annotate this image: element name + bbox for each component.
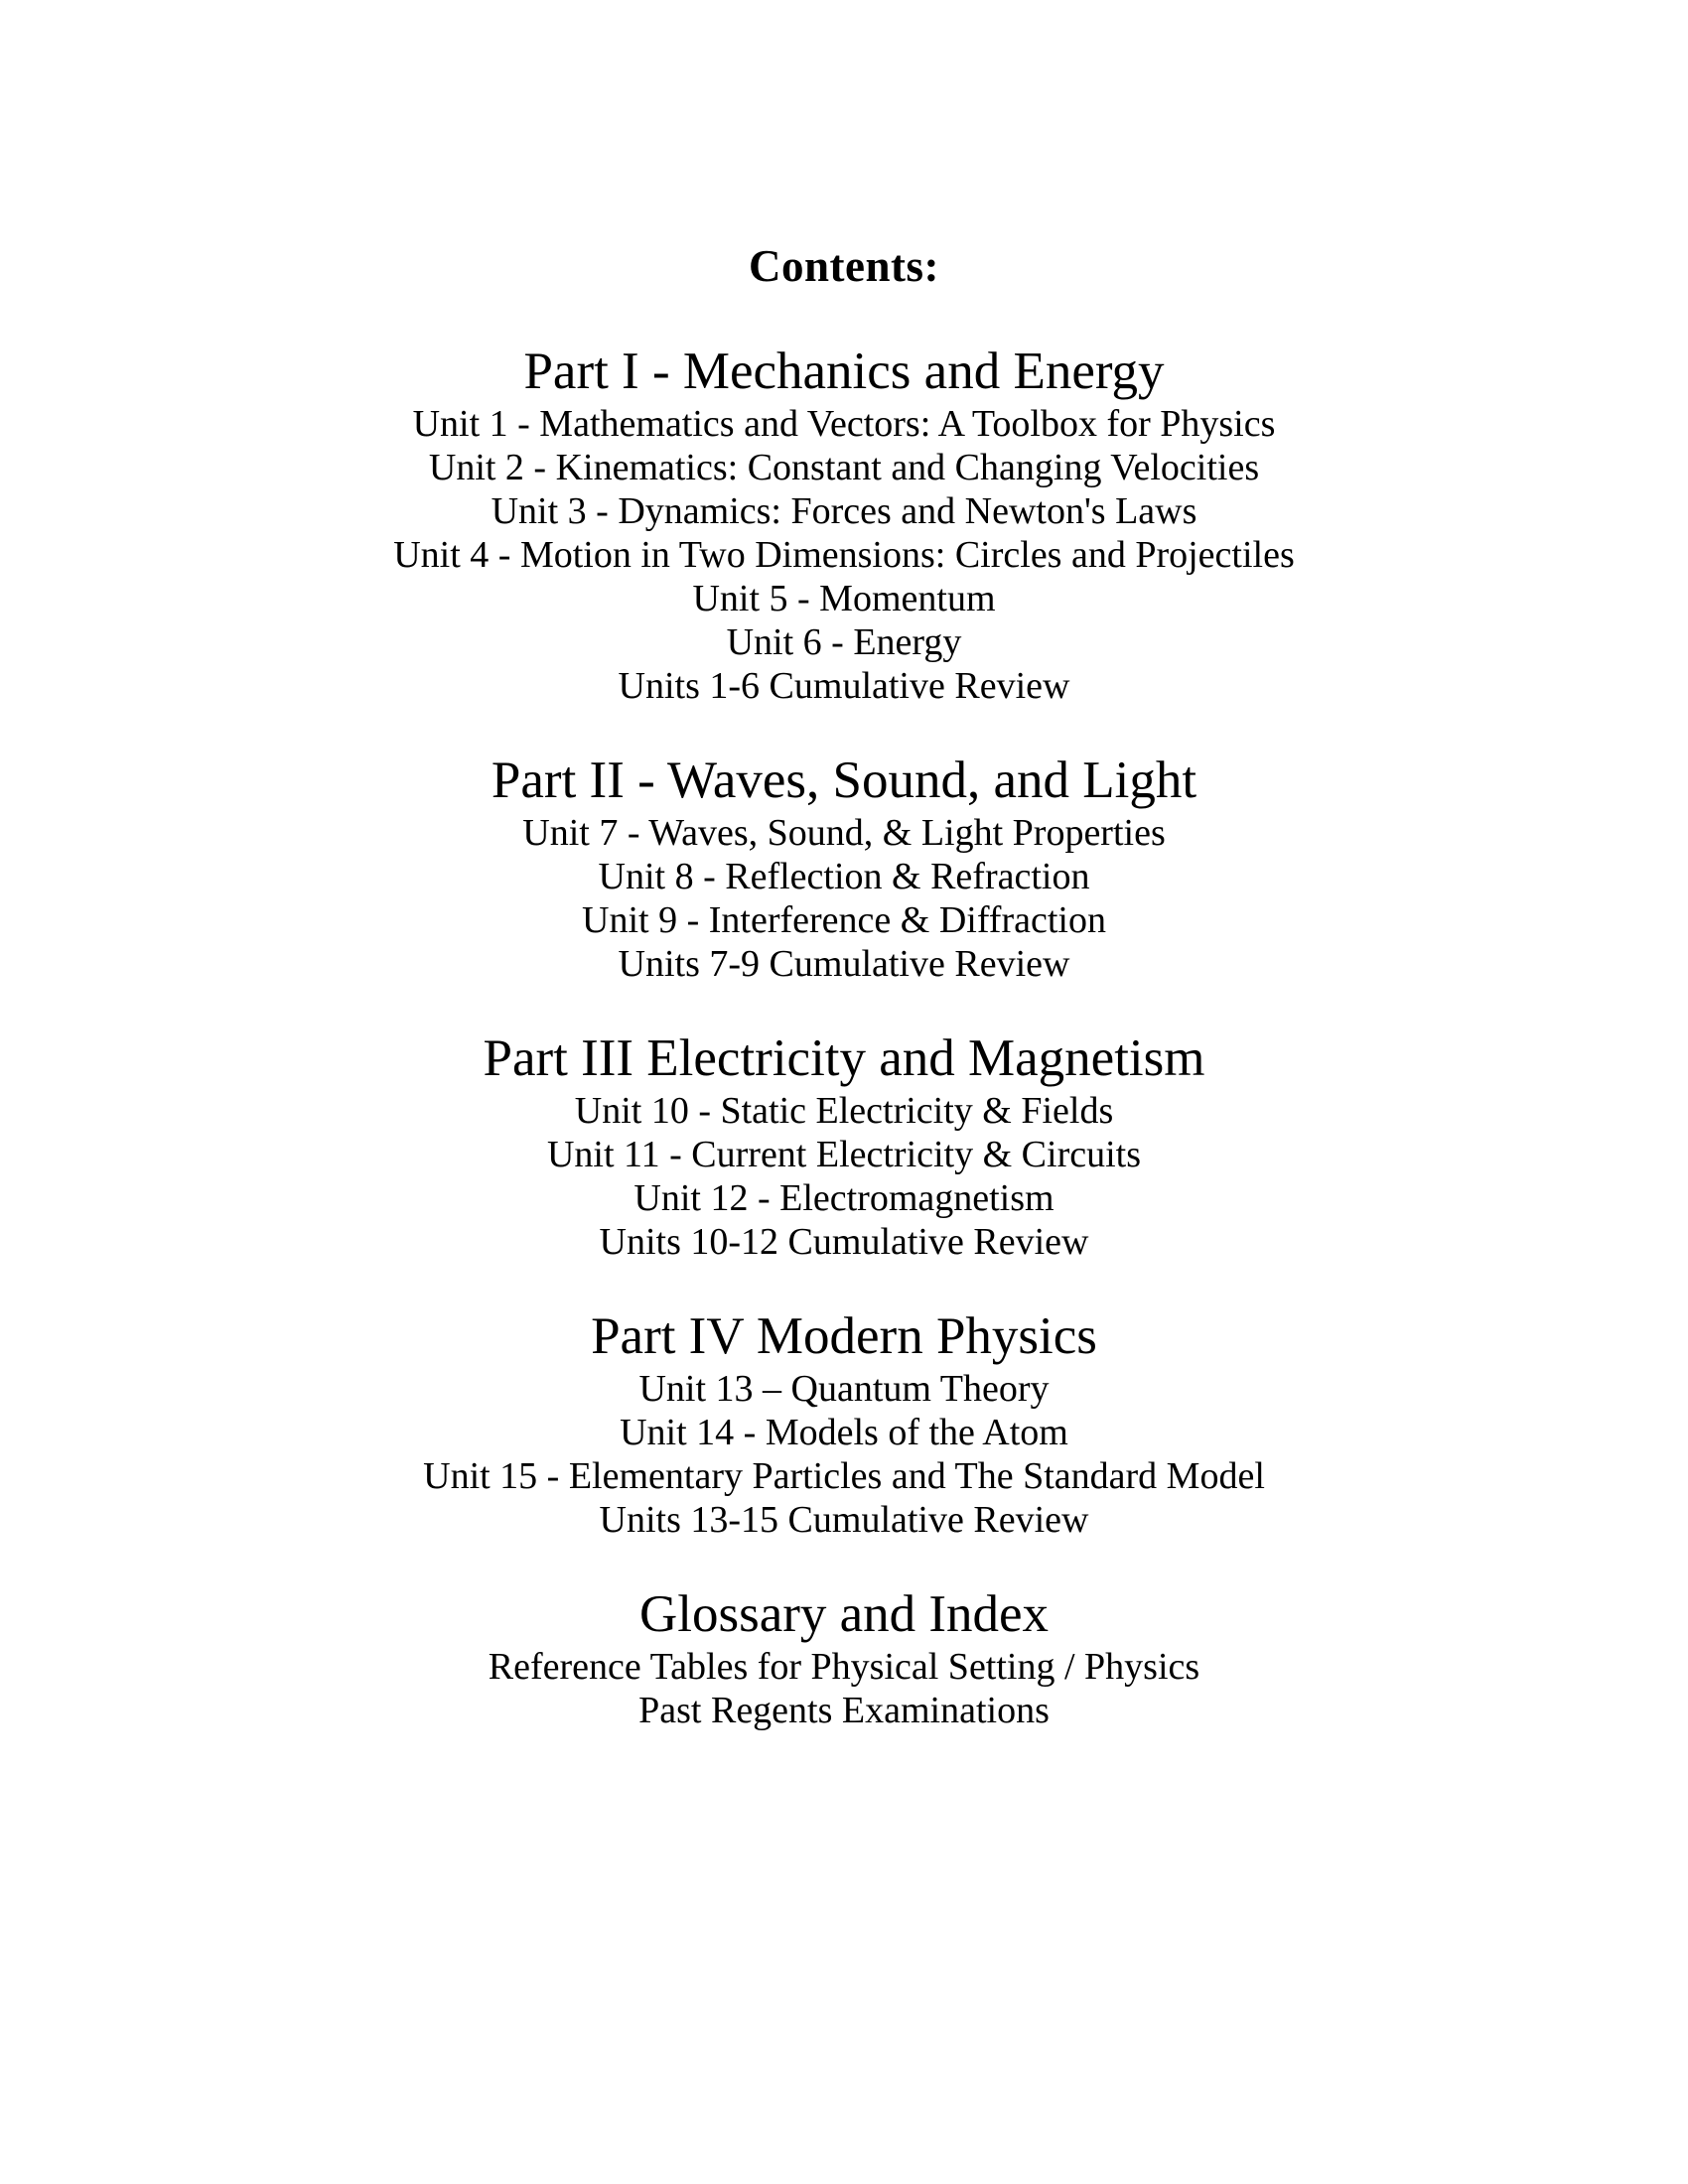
toc-entry: Units 13-15 Cumulative Review (599, 1499, 1089, 1541)
section-heading: Part III Electricity and Magnetism (483, 1029, 1205, 1087)
toc-entry: Unit 11 - Current Electricity & Circuits (546, 1134, 1142, 1175)
section-heading: Part I - Mechanics and Energy (523, 342, 1165, 400)
toc-section (0, 1584, 1688, 1732)
toc-entry: Unit 2 - Kinematics: Constant and Changing Velocities (428, 447, 1260, 488)
section-heading: Part II - Waves, Sound, and Light (491, 751, 1197, 809)
toc-entry: Unit 3 - Dynamics: Forces and Newton's Laws (491, 490, 1197, 532)
toc-entry: Unit 7 - Waves, Sound, & Light Properties (522, 812, 1166, 854)
toc-section (0, 341, 1688, 708)
toc-section (0, 1028, 1688, 1264)
toc-entry: Units 10-12 Cumulative Review (599, 1221, 1089, 1263)
toc-entry: Units 1-6 Cumulative Review (618, 665, 1070, 707)
page-title: Contents: (749, 241, 939, 291)
toc-entry: Unit 12 - Electromagnetism (633, 1177, 1055, 1219)
toc-entry: Unit 8 - Reflection & Refraction (598, 856, 1090, 897)
toc-entry: Unit 6 - Energy (726, 621, 962, 663)
toc-entry: Unit 4 - Motion in Two Dimensions: Circles and Projectiles (393, 534, 1295, 576)
toc-entry: Unit 13 – Quantum Theory (638, 1368, 1050, 1410)
toc-entry: Unit 14 - Models of the Atom (620, 1412, 1068, 1453)
toc-entry: Unit 10 - Static Electricity & Fields (574, 1090, 1114, 1132)
toc-section (0, 1306, 1688, 1542)
toc-entry: Unit 15 - Elementary Particles and The Standard Model (423, 1455, 1265, 1497)
toc-entry: Unit 1 - Mathematics and Vectors: A Toolbox for Physics (412, 403, 1276, 445)
toc-entry: Reference Tables for Physical Setting / Physics (488, 1646, 1200, 1688)
toc-entry: Past Regents Examinations (638, 1690, 1050, 1731)
toc-section (0, 751, 1688, 986)
section-heading: Part IV Modern Physics (591, 1307, 1097, 1365)
table-of-contents (0, 341, 1688, 1732)
section-heading: Glossary and Index (638, 1585, 1050, 1643)
toc-entry: Units 7-9 Cumulative Review (618, 943, 1070, 985)
toc-entry: Unit 5 - Momentum (692, 578, 996, 619)
toc-entry: Unit 9 - Interference & Diffraction (582, 899, 1106, 941)
